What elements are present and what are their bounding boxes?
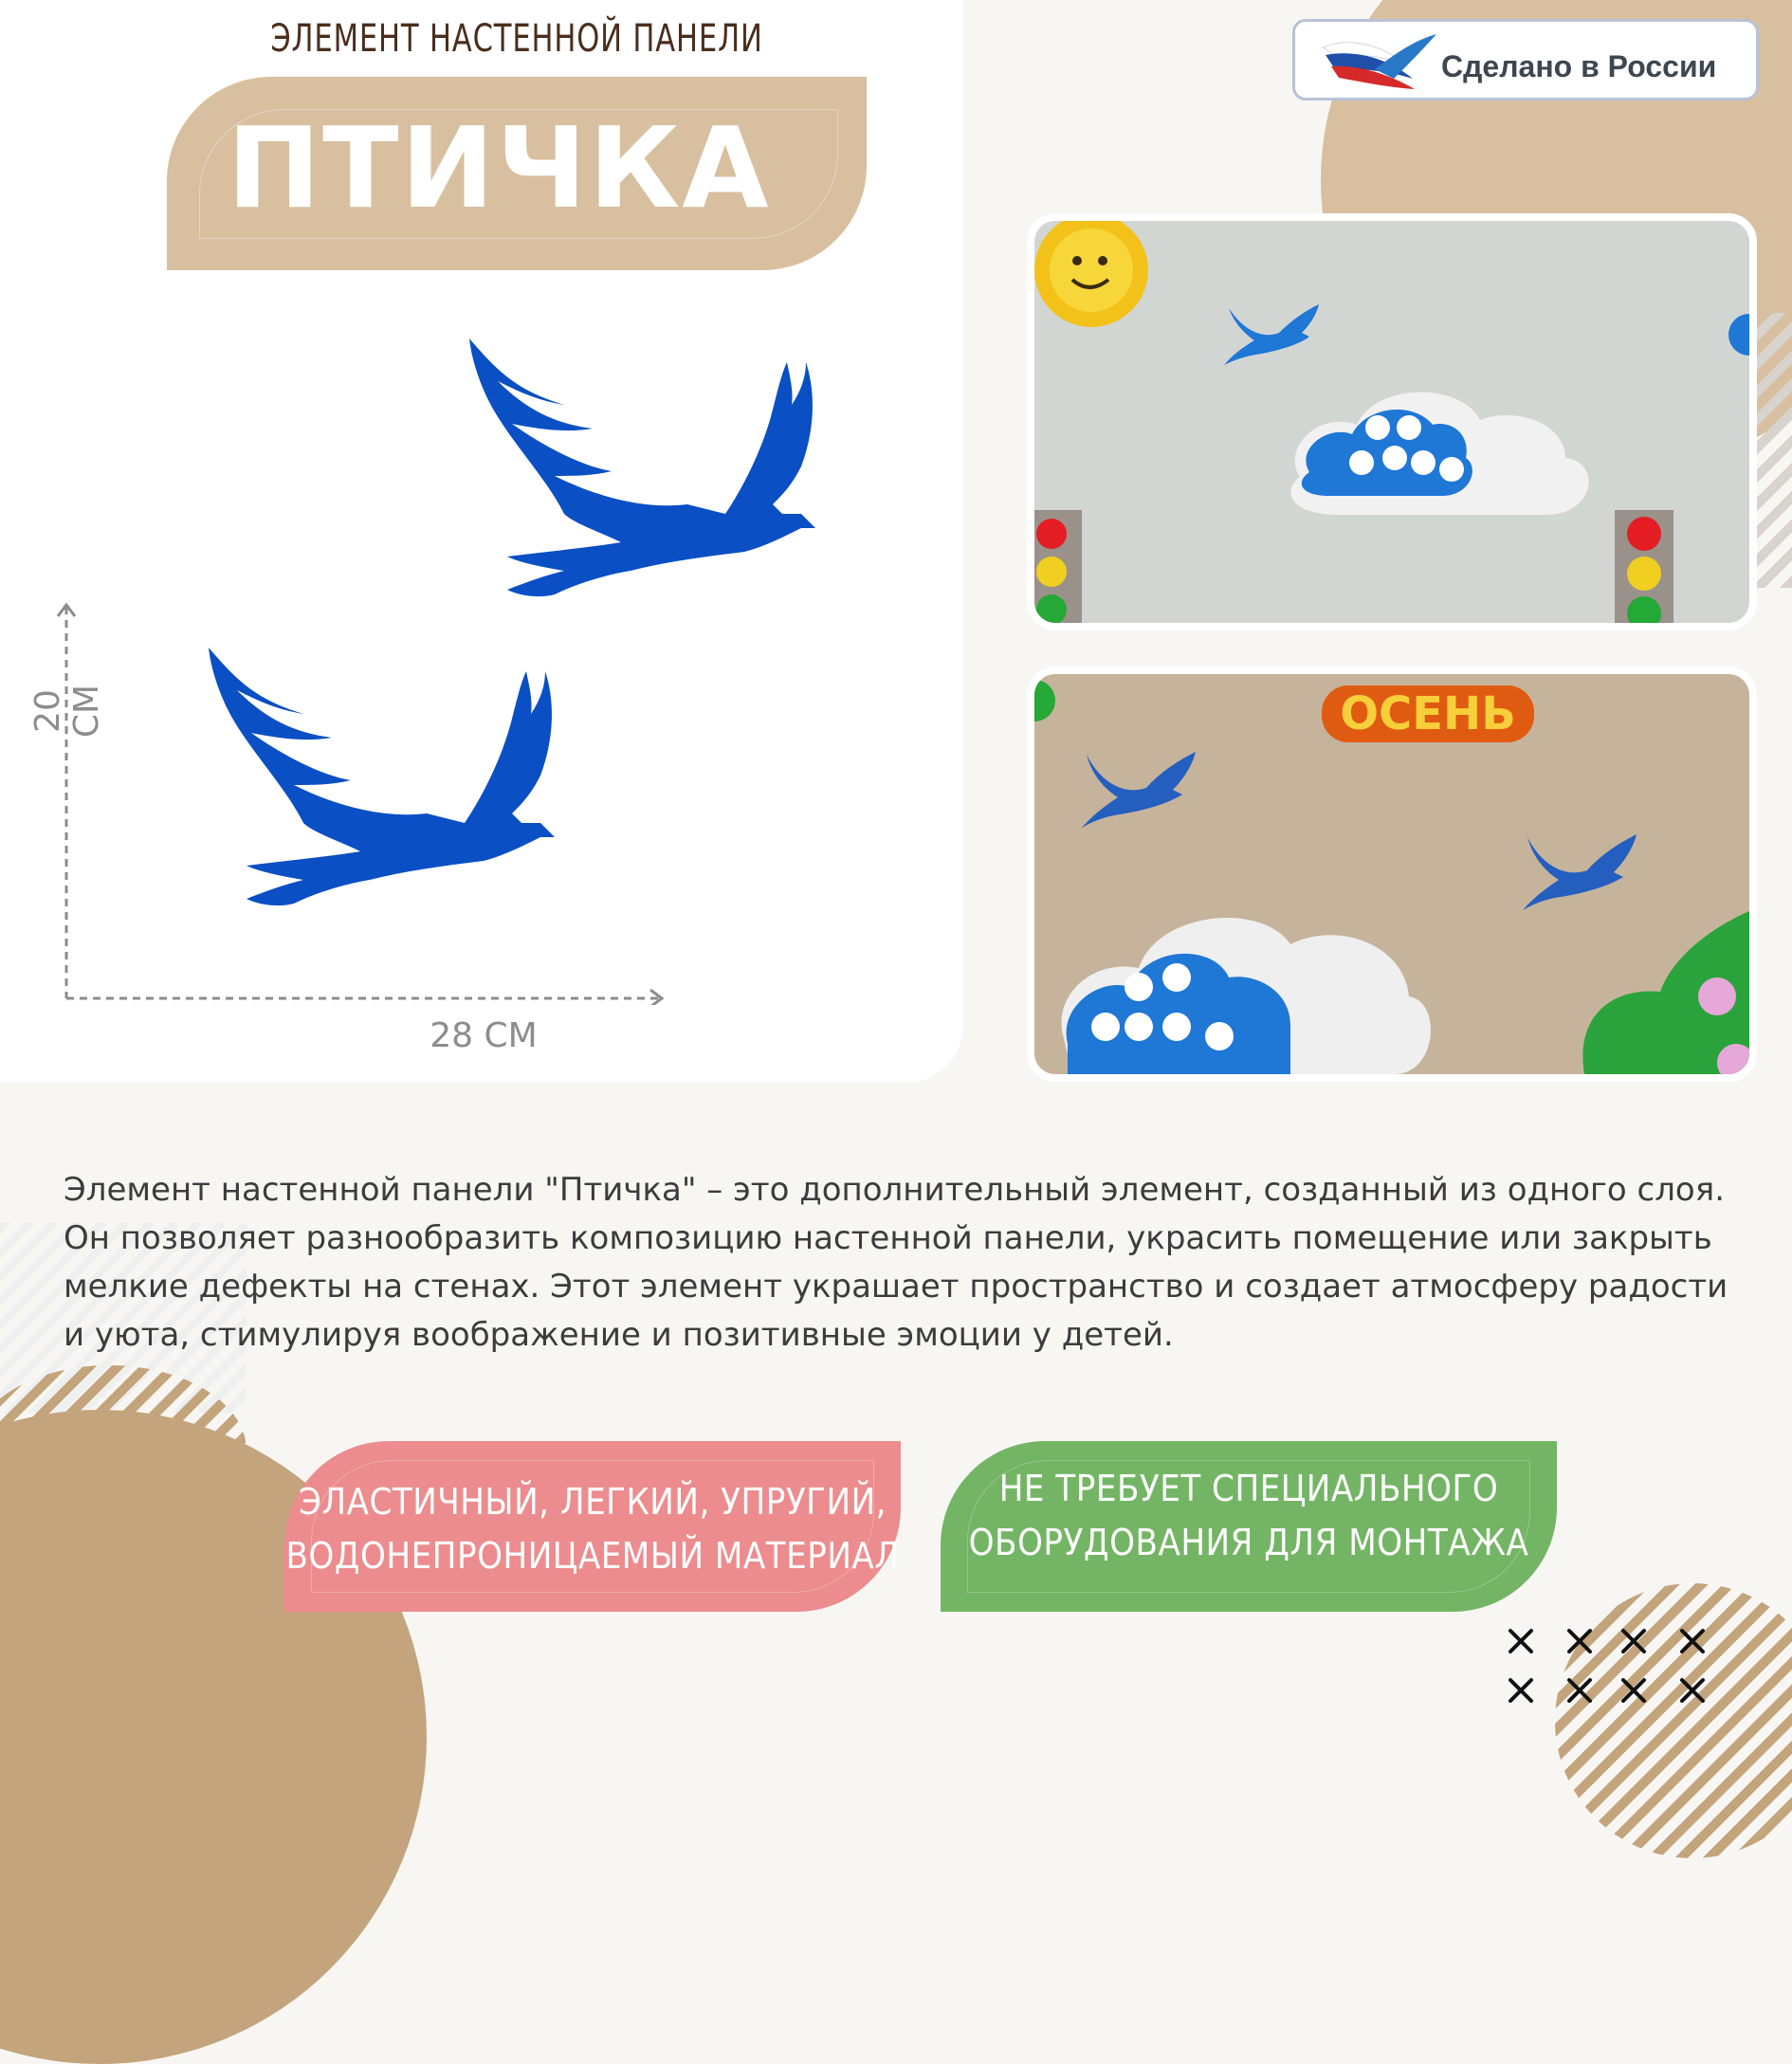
dimension-arrows bbox=[0, 588, 683, 1005]
feature-mounting-text bbox=[941, 1462, 1557, 1570]
product-description: Элемент настенной панели "Птичка" – это дополнительный элемент, созданный из одного слоя. Он позволяет разнообразить композицию настенной панели, украсить помещение или закрыть мелкие дефекты на стенах. Этот элемент украшает пространство и создает атмосферу радости и уюта, стимулируя воображение и позитивные эмоции у детей. bbox=[64, 1171, 1728, 1354]
decor-stripes-bottom-right bbox=[1555, 1583, 1792, 1858]
feature-material-line-1: ЭЛАСТИЧНЫЙ, ЛЕГКИЙ, УПРУГИЙ, bbox=[298, 1481, 887, 1523]
width-label: 28 СМ bbox=[430, 1016, 538, 1055]
photo-bird-on-wall bbox=[1027, 213, 1757, 630]
product-title: ПТИЧКА bbox=[227, 102, 771, 233]
russia-flag-bird-icon bbox=[1318, 27, 1441, 93]
feature-material-badge bbox=[284, 1441, 901, 1612]
made-in-russia-text: Сделано в России bbox=[1441, 49, 1717, 83]
feature-material-line-2: ВОДОНЕПРОНИЦАЕМЫЙ МАТЕРИАЛ bbox=[285, 1535, 900, 1577]
height-label: 20 СМ bbox=[28, 684, 106, 739]
feature-mounting-line-2: ОБОРУДОВАНИЯ ДЛЯ МОНТАЖА bbox=[968, 1522, 1529, 1563]
photo-scene-1 bbox=[1034, 221, 1749, 623]
photo-birds-autumn-panel bbox=[1027, 667, 1757, 1082]
decor-crosses bbox=[1506, 1626, 1714, 1721]
feature-mounting-line-1: НЕ ТРЕБУЕТ СПЕЦИАЛЬНОГО bbox=[998, 1468, 1499, 1509]
photo-scene-2 bbox=[1034, 674, 1749, 1074]
product-subtitle: ЭЛЕМЕНТ НАСТЕННОЙ ПАНЕЛИ bbox=[270, 17, 763, 61]
feature-mounting-badge bbox=[941, 1441, 1557, 1612]
autumn-sign: ОСЕНЬ bbox=[1340, 687, 1516, 740]
feature-material-text bbox=[284, 1475, 901, 1583]
